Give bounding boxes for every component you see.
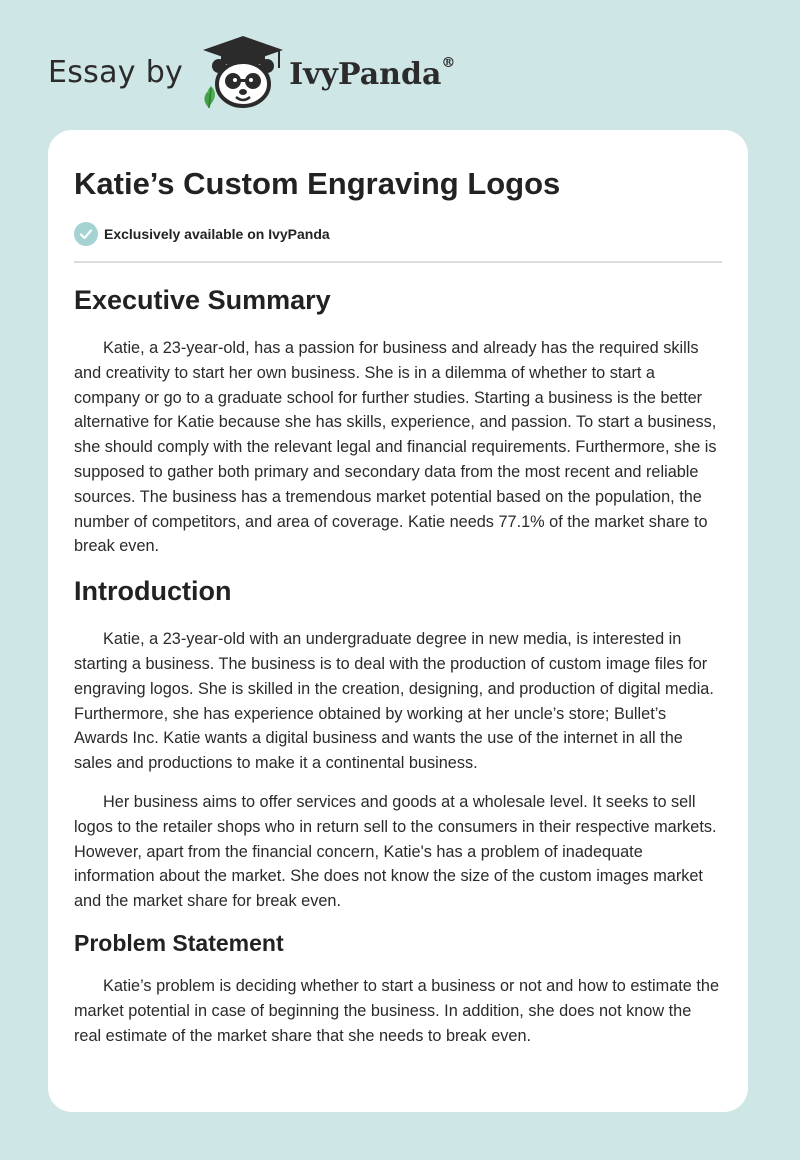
- section-heading-problem-statement: Problem Statement: [74, 929, 284, 956]
- essay-body: [74, 282, 722, 1062]
- page-title: Katie’s Custom Engraving Logos: [74, 166, 561, 201]
- section-heading-executive-summary: Executive Summary: [74, 285, 331, 315]
- exclusive-badge: [74, 222, 330, 246]
- essay-by-label: Essay by: [48, 54, 184, 90]
- paragraph: Katie’s problem is deciding whether to start a business or not and how to estimate the market potential in case of beginning the business. In addition, she does not know the real estimate of the market share that she needs to break even.: [74, 976, 720, 1045]
- paragraph: Katie, a 23-year-old with an undergraduate degree in new media, is interested in starting a business. The business is to deal with the production of custom image files for engraving logos. She is skilled in the creation, designing, and production of digital media. Furthermore, she has experience obtained by working at her uncle’s store; Bullet’s Awards Inc. Katie wants a digital business and wants the use of the internet in all the sales and productions to make it a continental business.: [74, 630, 714, 773]
- section-heading-introduction: Introduction: [74, 576, 232, 607]
- badge-text: Exclusively available on IvyPanda: [104, 226, 330, 242]
- panda-graduate-icon[interactable]: [199, 34, 287, 110]
- paragraph: Her business aims to offer services and goods at a wholesale level. It seeks to sell logos to the retailer shops who in return sell to the consumers in their respective markets. However, apart from the financial concern, Katie's has a problem of inadequate information about the market. She does not know the size of the custom images market and the market share for break even.: [74, 792, 717, 911]
- title-divider: [74, 261, 722, 263]
- brand-name[interactable]: IvyPanda®: [289, 54, 456, 92]
- site-header: [48, 34, 455, 110]
- paragraph: Katie, a 23-year-old, has a passion for business and already has the required skills and creativity to start her own business. She is in a dilemma of whether to start a company or go to a graduate school for further studies. Starting a business is the better alternative for Katie because she has skills, experience, and passion. To start a business, she should comply with the relevant legal and financial requirements. Furthermore, she is supposed to gather both primary and secondary data from the most recent and reliable sources. The business has a tremendous market potential based on the population, the number of competitors, and area of coverage. Katie needs 77.1% of the market share to break even.: [74, 339, 717, 556]
- essay-card: [48, 130, 748, 1112]
- check-circle-icon: [74, 222, 98, 246]
